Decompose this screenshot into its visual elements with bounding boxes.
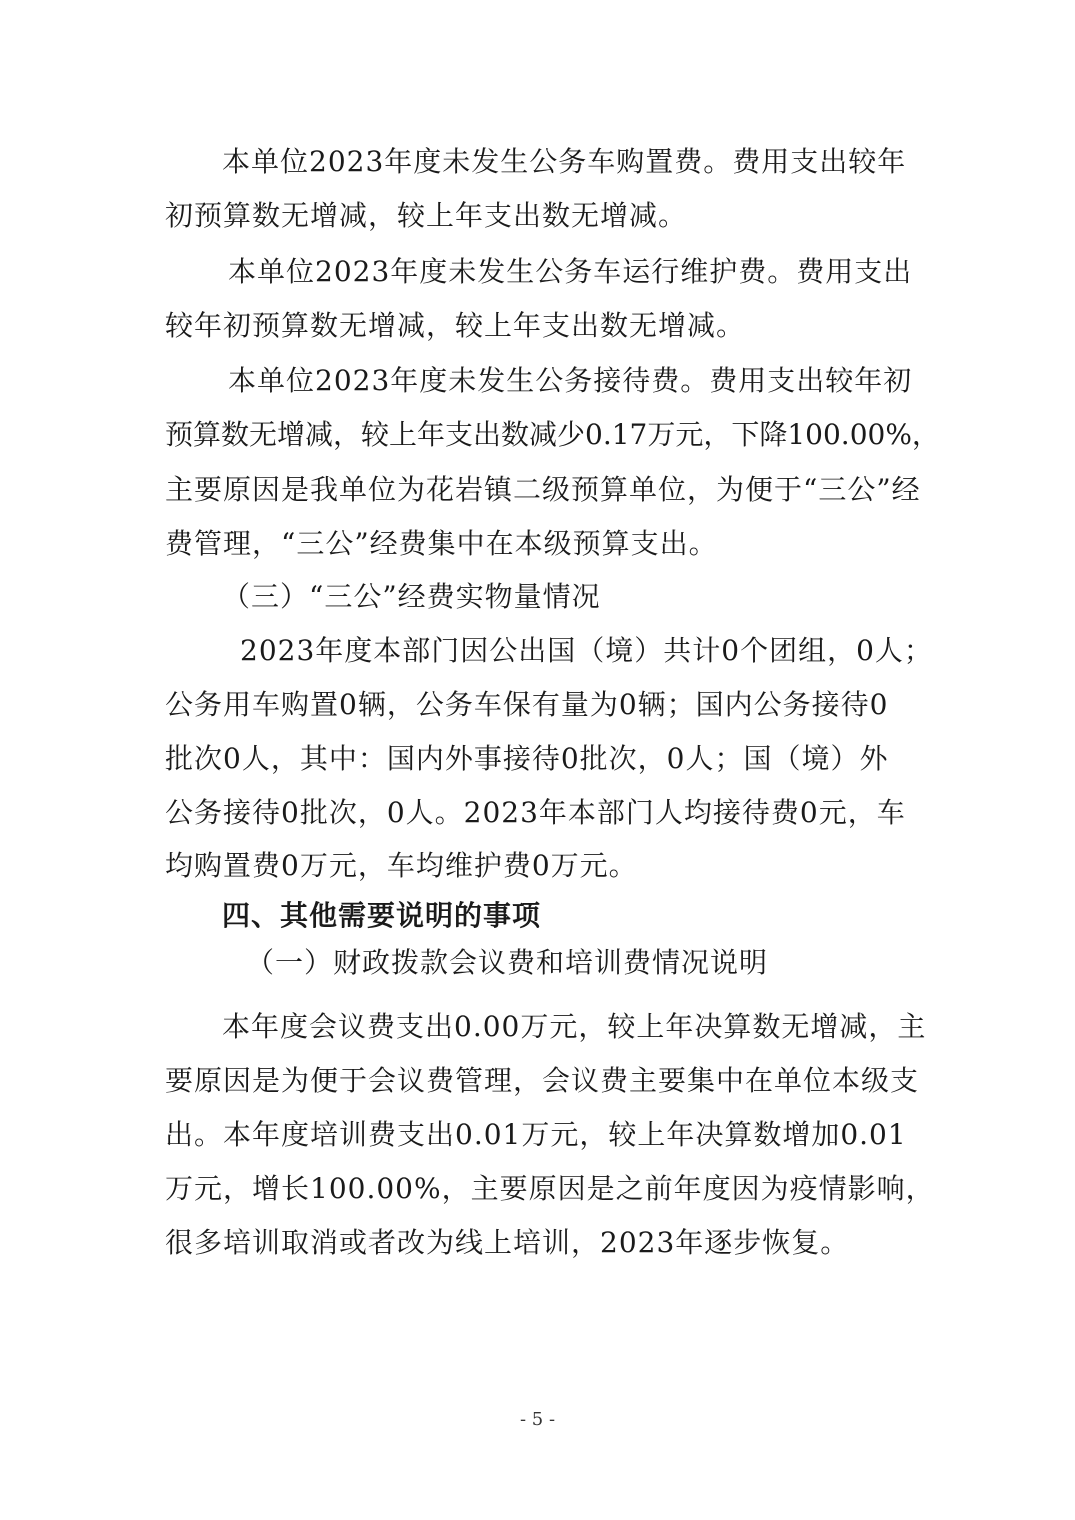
section-heading-4: 四、其他需要说明的事项: [222, 899, 542, 932]
paragraph-line: 本年度会议费支出0.00万元，较上年决算数无增减，主: [222, 1010, 927, 1043]
paragraph-line: 万元，增长100.00%，主要原因是之前年度因为疫情影响，: [165, 1172, 935, 1205]
paragraph-line: 很多培训取消或者改为线上培训，2023年逐步恢复。: [165, 1226, 850, 1259]
paragraph-line: 2023年度本部门因公出国（境）共计0个团组，0人；: [240, 634, 933, 667]
paragraph-line: 公务接待0批次，0人。2023年本部门人均接待费0元，车: [165, 796, 906, 829]
page-number: - 5 -: [519, 1409, 556, 1430]
paragraph-line: 初预算数无增减，较上年支出数无增减。: [165, 199, 688, 232]
paragraph-line: 本单位2023年度未发生公务接待费。费用支出较年初: [228, 364, 913, 397]
paragraph-line: 出。本年度培训费支出0.01万元，较上年决算数增加0.01: [165, 1118, 907, 1151]
paragraph-line: 本单位2023年度未发生公务车运行维护费。费用支出: [228, 255, 913, 288]
paragraph-line: 本单位2023年度未发生公务车购置费。费用支出较年: [222, 145, 907, 178]
paragraph-line: 费管理，“三公”经费集中在本级预算支出。: [165, 527, 718, 560]
paragraph-line: 批次0人，其中：国内外事接待0批次，0人；国（境）外: [165, 742, 889, 775]
paragraph-line: 公务用车购置0辆，公务车保有量为0辆；国内公务接待0: [165, 688, 889, 721]
paragraph-line: 预算数无增减，较上年支出数减少0.17万元，下降100.00%，: [165, 418, 940, 451]
subsection-heading: （一）财政拨款会议费和培训费情况说明: [246, 946, 769, 979]
section-heading-3: （三）“三公”经费实物量情况: [222, 580, 601, 613]
paragraph-line: 均购置费0万元，车均维护费0万元。: [165, 849, 638, 882]
paragraph-line: 较年初预算数无增减，较上年支出数无增减。: [165, 309, 746, 342]
paragraph-line: 要原因是为便于会议费管理，会议费主要集中在单位本级支: [165, 1064, 920, 1097]
paragraph-line: 主要原因是我单位为花岩镇二级预算单位，为便于“三公”经: [165, 473, 921, 506]
